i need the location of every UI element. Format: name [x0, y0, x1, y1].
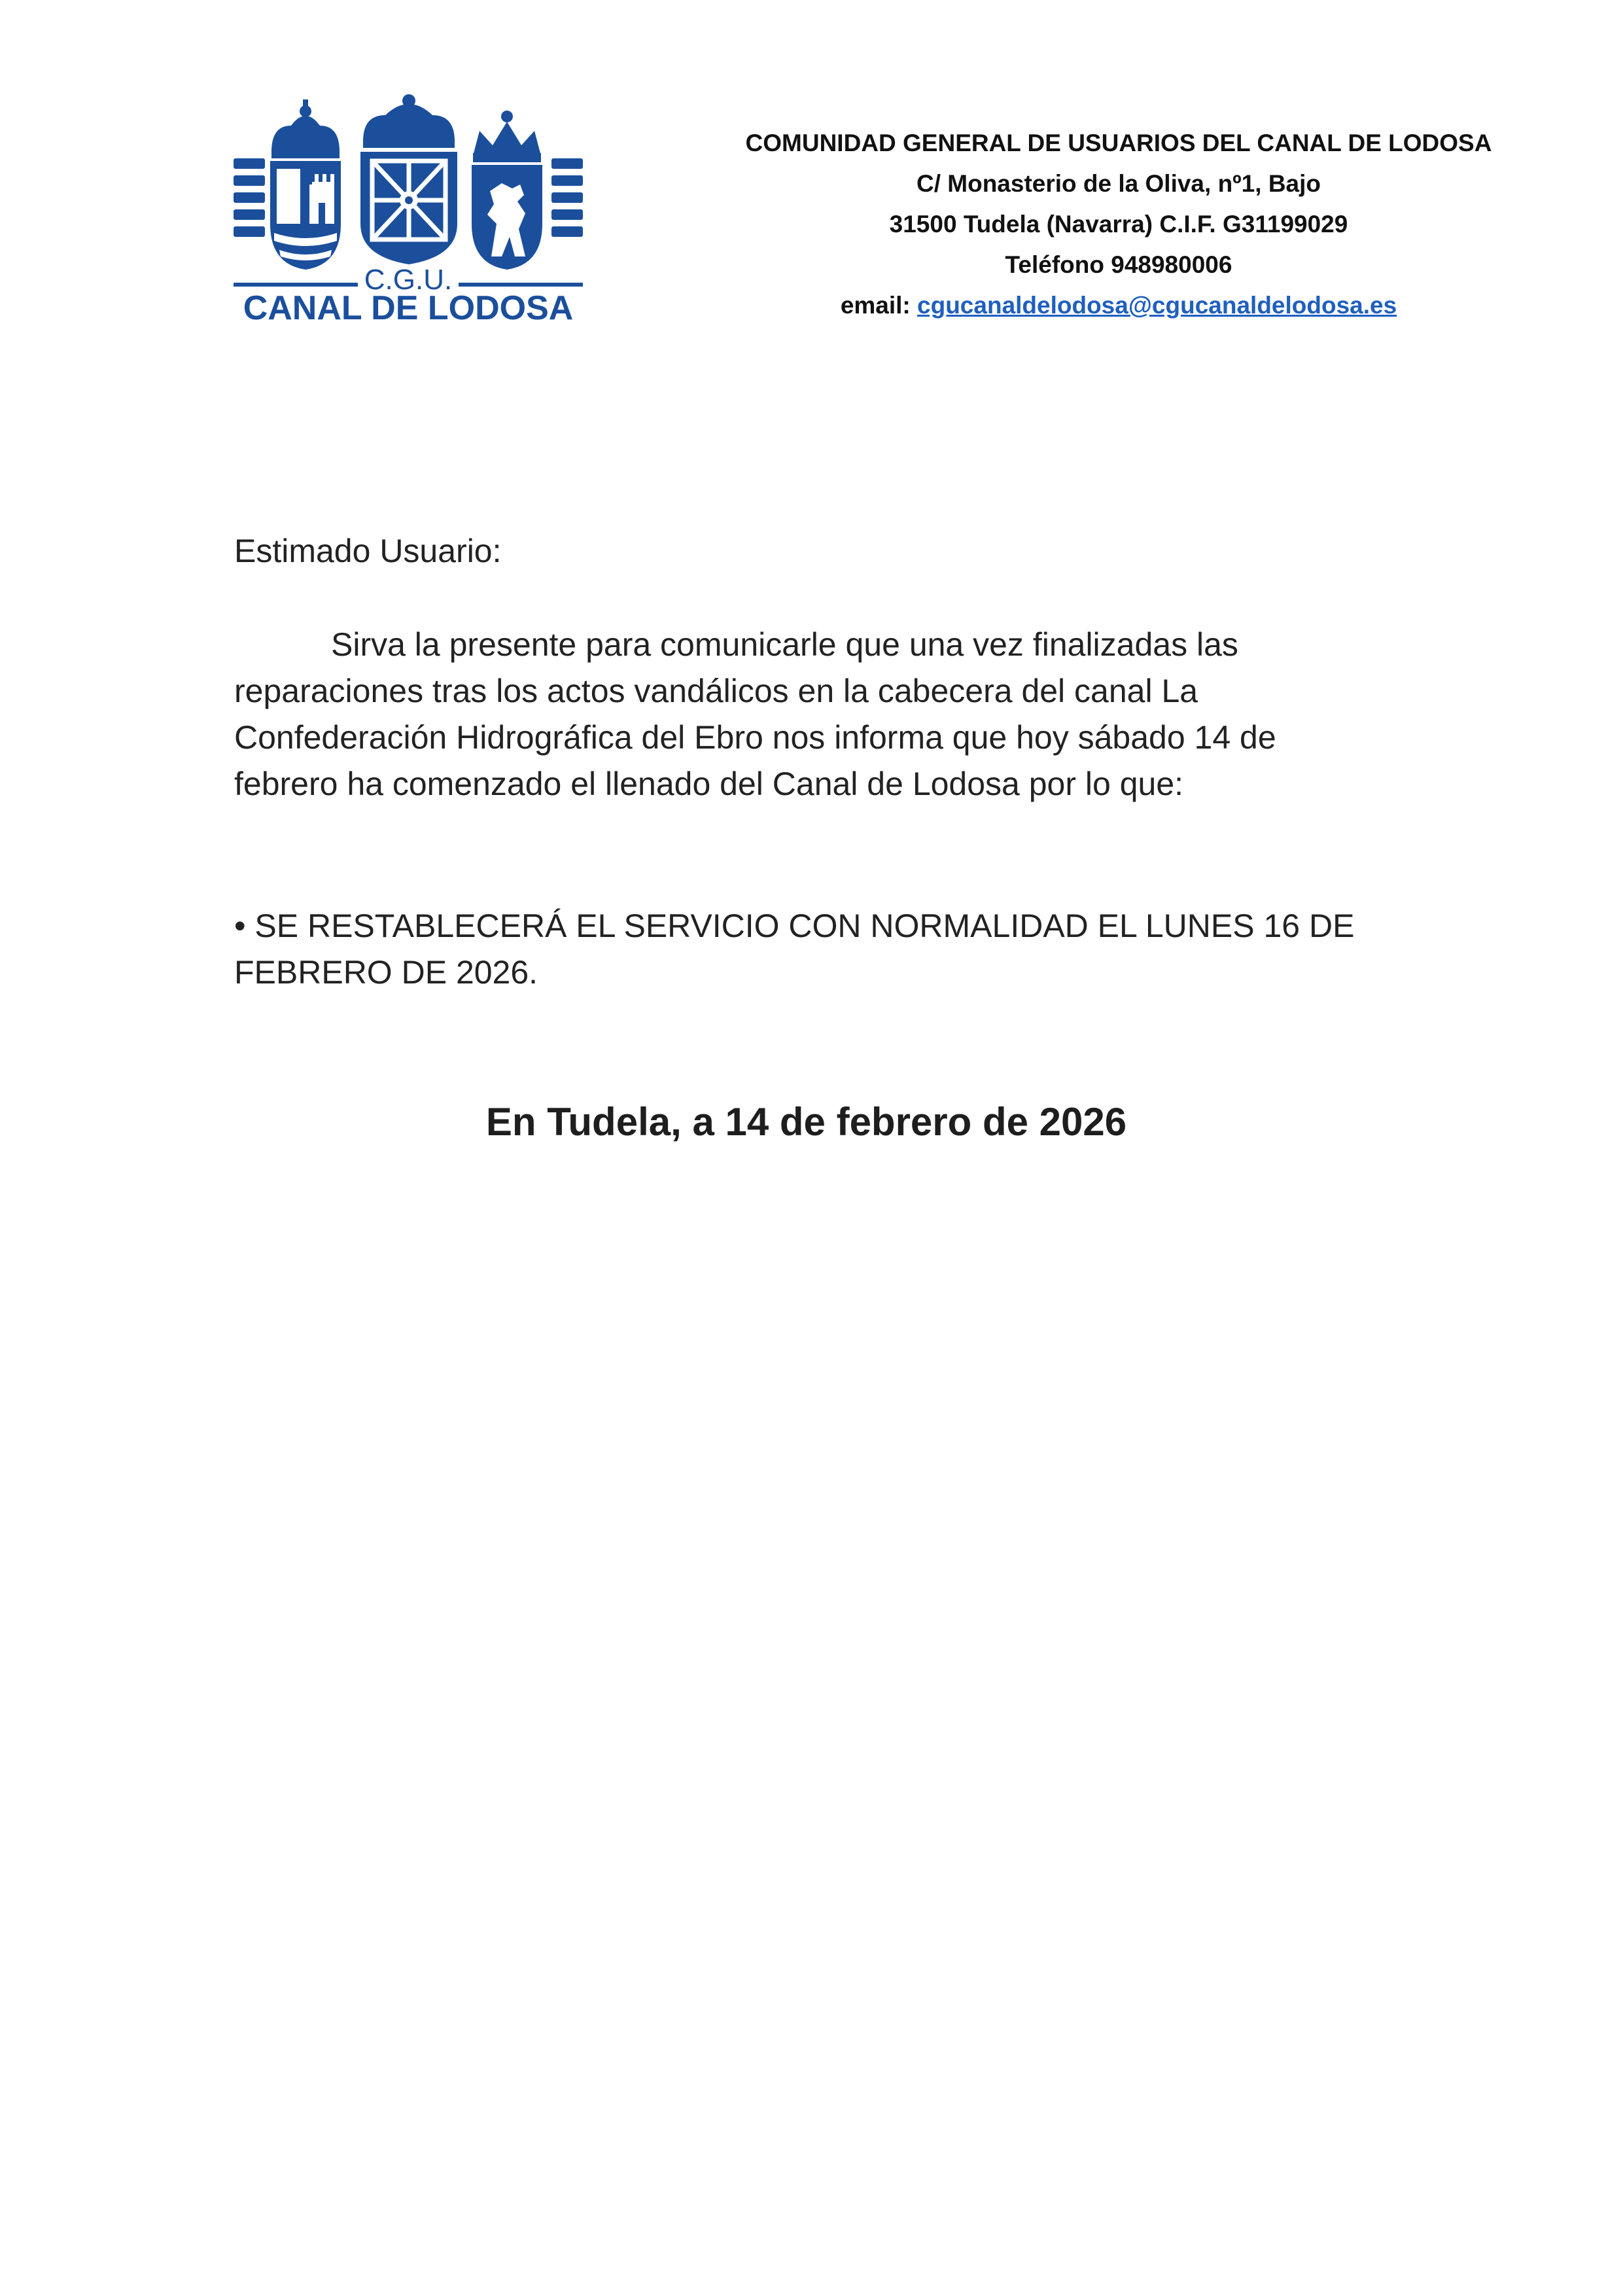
email-link[interactable]: cgucanaldelodosa@cgucanaldelodosa.es [917, 292, 1397, 319]
organization-name: COMUNIDAD GENERAL DE USUARIOS DEL CANAL DE LODOSA [745, 130, 1492, 156]
notice-line: • SE RESTABLECERÁ EL SERVICIO CON NORMALIDAD EL LUNES 16 DE [234, 908, 1355, 944]
letter-salutation: Estimado Usuario: [234, 533, 502, 569]
email-label: email: [840, 292, 911, 319]
organization-phone: Teléfono 948980006 [1005, 251, 1232, 278]
paragraph-line: febrero ha comenzado el llenado del Canal de Lodosa por lo que: [234, 766, 1184, 802]
paragraph-line: reparaciones tras los actos vandálicos en la cabecera del canal La [234, 673, 1198, 709]
organization-city-cif: 31500 Tudela (Navarra) C.I.F. G31199029 [889, 211, 1348, 238]
logo-name: CANAL DE LODOSA [243, 289, 574, 322]
organization-address: C/ Monasterio de la Oliva, nº1, Bajo [916, 170, 1321, 197]
coats-of-arms-emblem [232, 93, 585, 322]
letter-signoff: En Tudela, a 14 de febrero de 2026 [485, 1100, 1127, 1144]
paragraph-line: Confederación Hidrográfica del Ebro nos informa que hoy sábado 14 de [234, 719, 1276, 756]
letterhead [680, 123, 1557, 326]
service-notice [234, 903, 1386, 996]
notice-line: FEBRERO DE 2026. [234, 954, 538, 991]
organization-logo [232, 93, 585, 322]
letter-paragraph [234, 622, 1386, 807]
organization-email-line [680, 285, 1557, 326]
paragraph-line: Sirva la presente para comunicarle que una vez finalizadas las [331, 626, 1238, 663]
logo-initials: C.G.U. [364, 264, 453, 296]
